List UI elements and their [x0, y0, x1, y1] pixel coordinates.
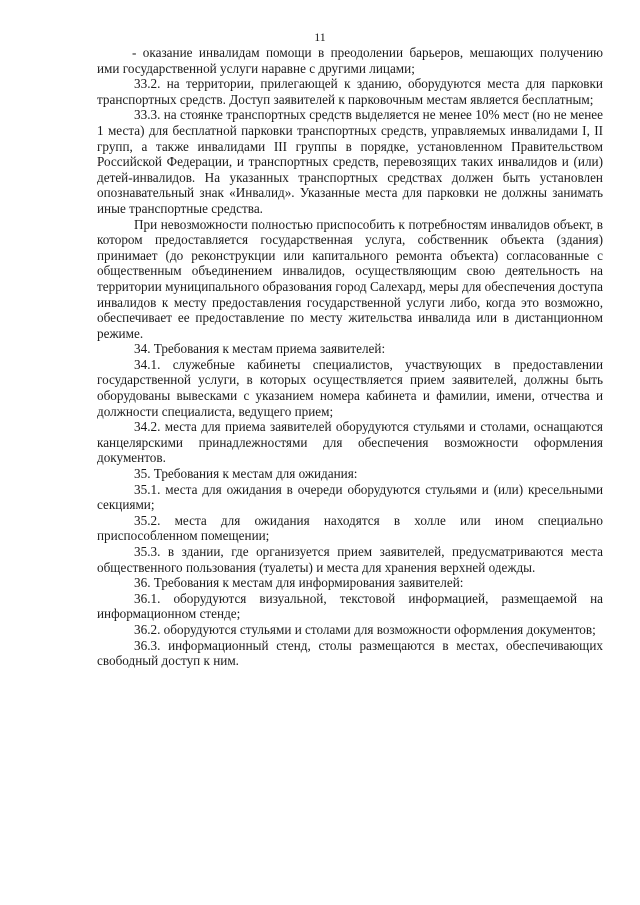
- paragraph-36-heading: 36. Требования к местам для информирования заявителей:: [134, 575, 464, 591]
- paragraph-35-heading: 35. Требования к местам для ожидания:: [134, 466, 358, 482]
- paragraph-35-2: 35.2. места для ожидания находятся в холле или ином специально приспособленном помещении;: [97, 512, 603, 544]
- paragraph-inaccessible-object: При невозможности полностью приспособить к потребностям инвалидов объект, в котором предоставляется государственная услуга, собственник объекта (здания) принимает (до реконструкции или капитального ремонта объекта) согласованные с общественным объединением инвалидов, осуществляющим свою деятельность на территории муниципального образования город Салехард, меры для обеспечения доступа инвалидов к месту предоставления государственной услуги либо, когда это возможно, обеспечивает ее предоставление по месту жительства инвалида или в дистанционном режиме.: [97, 216, 603, 341]
- paragraph-35-1: 35.1. места для ожидания в очереди оборудуются стульями и (или) кресельными секциями;: [97, 481, 603, 513]
- paragraph-33-2: 33.2. на территории, прилегающей к зданию, оборудуются места для парковки транспортных средств. Доступ заявителей к парковочным местам является бесплатным;: [97, 76, 603, 107]
- paragraph-34-heading: 34. Требования к местам приема заявителей:: [134, 341, 386, 357]
- paragraph-36-3: 36.3. информационный стенд, столы размещаются в местах, обеспечивающих свободный доступ к ним.: [97, 637, 603, 669]
- paragraph-accessibility-help: - оказание инвалидам помощи в преодолении барьеров, мешающих получению ими государственной услуги наравне с другими лицами;: [97, 45, 603, 76]
- paragraph-36-1: 36.1. оборудуются визуальной, текстовой информацией, размещаемой на информационном стенде;: [97, 590, 603, 622]
- paragraph-34-1: 34.1. служебные кабинеты специалистов, участвующих в предоставлении государственной услуги, в которых осуществляется прием заявителей, должны быть оборудованы вывесками с указанием номера кабинета и фамилии, имени, отчества и должности специалиста, ведущего прием;: [97, 356, 603, 419]
- paragraph-35-3: 35.3. в здании, где организуется прием заявителей, предусматриваются места общественного пользования (туалеты) и места для хранения верхней одежды.: [97, 544, 603, 575]
- page-number: 11: [314, 30, 326, 44]
- paragraph-33-3: 33.3. на стоянке транспортных средств выделяется не менее 10% мест (но не менее 1 места) для бесплатной парковки транспортных средств, управляемых инвалидами I, II групп, а также инвалидами III группы в порядке, установленном Правительством Российской Федерации, и транспортных средств, перевозящих таких инвалидов и (или) детей-инвалидов. На указанных транспортных средствах должен быть установлен опознавательный знак «Инвалид». Указанные места для парковки не должны занимать иные транспортные средства.: [97, 107, 603, 216]
- paragraph-36-2: 36.2. оборудуются стульями и столами для возможности оформления документов;: [134, 621, 596, 637]
- paragraph-34-2: 34.2. места для приема заявителей оборудуются стульями и столами, оснащаются канцелярскими принадлежностями для обеспечения возможности оформления документов.: [97, 419, 603, 466]
- document-body: [97, 45, 603, 669]
